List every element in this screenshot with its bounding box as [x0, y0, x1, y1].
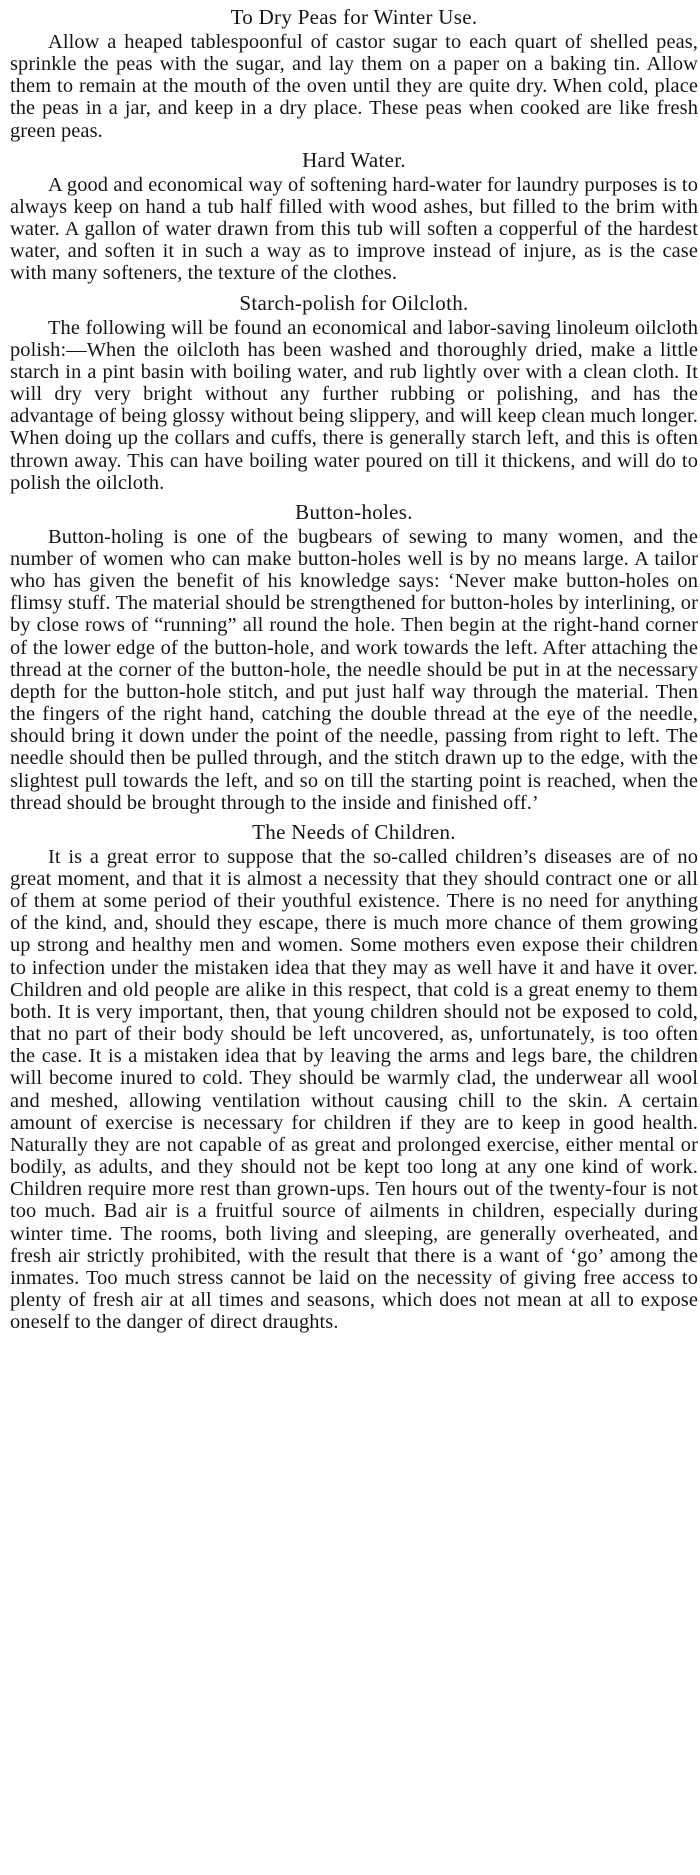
section-dry-peas: [10, 4, 698, 142]
section-body: A good and economical way of softening hard-water for laundry purposes is to always keep on hand a tub half filled with wood ashes, but filled to the brim with water. A gallon of water drawn from this tub will soften a copperful of the hardest water, and soften it in such a way as to improve instead of injure, as is the case with many softeners, the texture of the clothes.: [10, 173, 698, 285]
section-starch-polish: [10, 290, 698, 494]
section-button-holes: [10, 499, 698, 814]
section-needs-of-children: [10, 819, 698, 1333]
section-body: Button-holing is one of the bugbears of sewing to many women, and the number of women who can make button-holes well is by no means large. A tailor who has given the benefit of his knowledge says: ‘Never make button-holes on flimsy stuff. The material should be strengthened for button-holes by interlining, or by close rows of “running” all round the hole. Then begin at the right-hand corner of the lower edge of the button-hole, and work towards the left. After attaching the thread at the corner of the button-hole, the needle should be put in at the necessary depth for the button-hole stitch, and put just half way through the material. Then the fingers of the right hand, catching the double thread at the eye of the needle, should bring it down under the point of the needle, passing from right to left. The needle should then be pulled through, and the stitch drawn up to the edge, with the slightest pull towards the left, and so on till the starting point is reached, when the thread should be brought through to the inside and finished off.’: [10, 525, 698, 814]
section-body: Allow a heaped tablespoonful of castor sugar to each quart of shelled peas, sprinkle the peas with the sugar, and lay them on a paper on a baking tin. Allow them to remain at the mouth of the oven until they are quite dry. When cold, place the peas in a jar, and keep in a dry place. These peas when cooked are like fresh green peas.: [10, 31, 698, 142]
section-heading: To Dry Peas for Winter Use.: [230, 5, 478, 29]
section-heading: The Needs of Children.: [252, 819, 456, 844]
section-body: It is a great error to suppose that the so-called children’s diseases are of no great moment, and that it is almost a necessity that they should contract one or all of them at some period of their youthful existence. There is no need for anything of the kind, and, should they escape, there is much more chance of them growing up strong and healthy men and women. Some mothers even expose their children to infection under the mistaken idea that they may as well have it and have it over. Children and old people are alike in this respect, that cold is a great enemy to them both. It is very important, then, that young children should not be exposed to cold, that no part of their body should be left uncovered, as, unfortunately, is too often the case. It is a mistaken idea that by leaving the arms and legs bare, the children will become inured to cold. They should be warmly clad, the underwear all wool and meshed, allowing ventilation without causing chill to the skin. A certain amount of exercise is necessary for children if they are to keep in good health. Naturally they are not capable of as great and prolonged exercise, either mental or bodily, as adults, and they should not be kept too long at any one kind of work. Children require more rest than grown-ups. Ten hours out of the twenty-four is not too much. Bad air is a fruitful source of ailments in children, especially during winter time. The rooms, both living and sleeping, are generally overheated, and fresh air strictly prohibited, with the result that there is a want of ‘go’ among the inmates. Too much stress cannot be laid on the necessity of giving free access to plenty of fresh air at all times and seasons, which does not mean at all to expose oneself to the danger of direct draughts.: [10, 845, 698, 1334]
section-heading: Button-holes.: [295, 499, 413, 524]
section-hard-water: [10, 147, 698, 285]
section-heading: Starch-polish for Oilcloth.: [239, 290, 469, 315]
newspaper-column: [10, 4, 698, 1338]
section-body: The following will be found an economical and labor-saving linoleum oilcloth polish:—When the oilcloth has been washed and thoroughly dried, make a little starch in a pint basin with boiling water, and rub lightly over with a clean cloth. It will dry very bright without any further rubbing or polishing, and has the advantage of being glossy without being slippery, and will keep clean much longer. When doing up the collars and cuffs, there is generally starch left, and this is often thrown away. This can have boiling water poured on till it thickens, and will do to polish the oilcloth.: [10, 316, 698, 494]
section-heading: Hard Water.: [302, 147, 406, 172]
